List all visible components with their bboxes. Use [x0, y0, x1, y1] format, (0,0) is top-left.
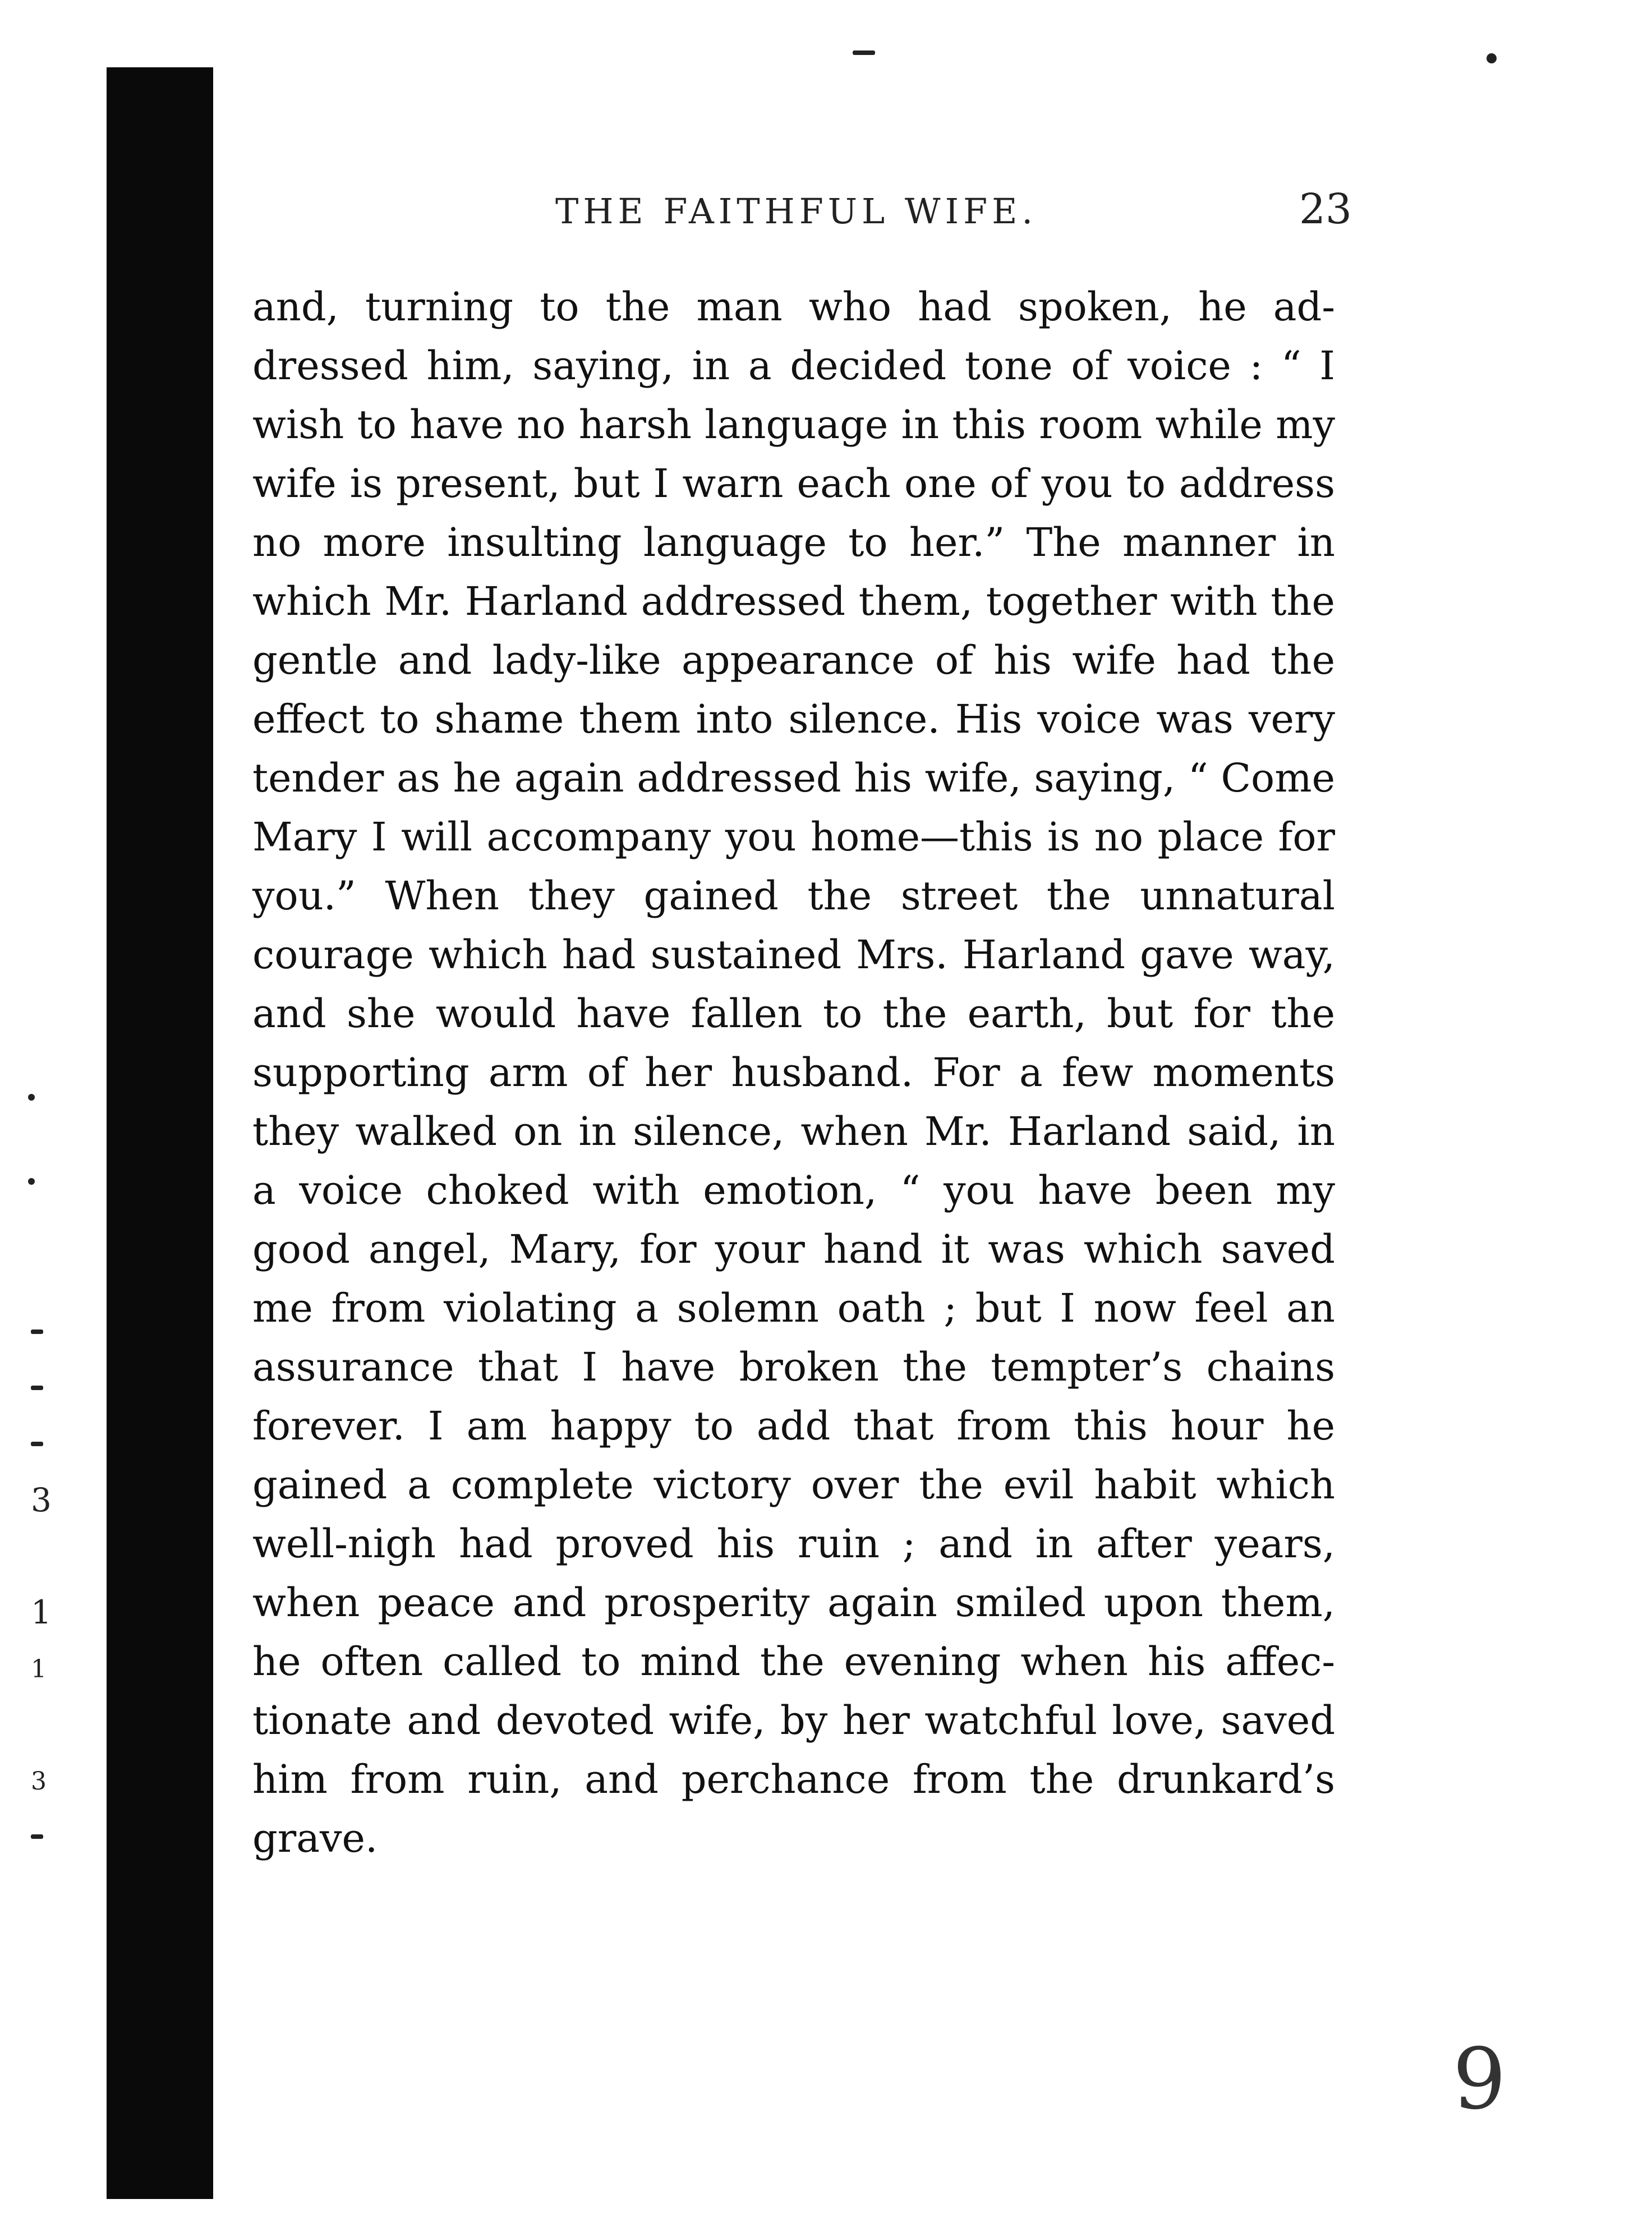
text-line: well-nigh had proved his ruin ; and in after years, — [252, 1521, 1335, 1567]
text-line: me from violating a solemn oath ; but I now feel an — [252, 1285, 1335, 1331]
text-line: Mary I will accompany you home—this is no place for — [252, 814, 1335, 860]
text-line: assurance that I have broken the tempter’s chains — [252, 1344, 1335, 1390]
text-line: grave. — [252, 1815, 378, 1861]
text-line: effect to shame them into silence. His voice was very — [252, 696, 1335, 742]
binding-shadow — [107, 67, 213, 2199]
text-line: tionate and devoted wife, by her watchful love, saved — [252, 1697, 1335, 1743]
text-line: tender as he again addressed his wife, saying, “ Come — [252, 755, 1335, 801]
ink-speck — [31, 1442, 43, 1446]
text-line: supporting arm of her husband. For a few moments — [252, 1050, 1335, 1096]
bleed-char: 3 — [31, 1767, 47, 1796]
running-title: THE FAITHFUL WIFE. — [555, 191, 1038, 232]
bleed-char: 1 — [31, 1655, 47, 1683]
bleed-char: 3 — [31, 1481, 52, 1519]
text-line: forever. I am happy to add that from this hour he — [252, 1403, 1335, 1449]
text-line: good angel, Mary, for your hand it was which saved — [252, 1226, 1335, 1272]
bleed-char: 1 — [31, 1593, 52, 1631]
text-line: and, turning to the man who had spoken, he ad- — [252, 284, 1335, 330]
ink-speck — [31, 1386, 43, 1390]
page-header — [555, 185, 1352, 236]
text-line: which Mr. Harland addressed them, together with the — [252, 578, 1335, 624]
text-line: wish to have no harsh language in this room while my — [252, 402, 1335, 448]
page-number: 23 — [1299, 185, 1352, 233]
text-line: dressed him, saying, in a decided tone of voice : “ I — [252, 343, 1335, 389]
text-line: courage which had sustained Mrs. Harland gave way, — [252, 932, 1335, 978]
text-line: a voice choked with emotion, “ you have been my — [252, 1167, 1335, 1213]
text-line: he often called to mind the evening when his affec- — [252, 1639, 1335, 1685]
text-line: no more insulting language to her.” The manner in — [252, 519, 1335, 565]
text-line: gentle and lady-like appearance of his wife had the — [252, 637, 1335, 683]
text-line: when peace and prosperity again smiled upon them, — [252, 1580, 1335, 1626]
ink-speck — [31, 1329, 43, 1334]
ink-speck — [28, 1178, 35, 1185]
ink-speck — [853, 50, 875, 55]
ink-speck — [28, 1094, 35, 1101]
ink-speck — [1487, 53, 1497, 63]
text-line: wife is present, but I warn each one of you to address — [252, 461, 1335, 507]
text-line: gained a complete victory over the evil habit which — [252, 1462, 1335, 1508]
text-line: you.” When they gained the street the unnatural — [252, 873, 1335, 919]
text-line: and she would have fallen to the earth, but for the — [252, 991, 1335, 1037]
handwritten-mark: 9 — [1452, 2031, 1506, 2128]
text-line: him from ruin, and perchance from the drunkard’s — [252, 1756, 1335, 1802]
ink-speck — [31, 1834, 43, 1839]
body-text — [252, 278, 1335, 1868]
text-line: they walked on in silence, when Mr. Harland said, in — [252, 1108, 1335, 1154]
